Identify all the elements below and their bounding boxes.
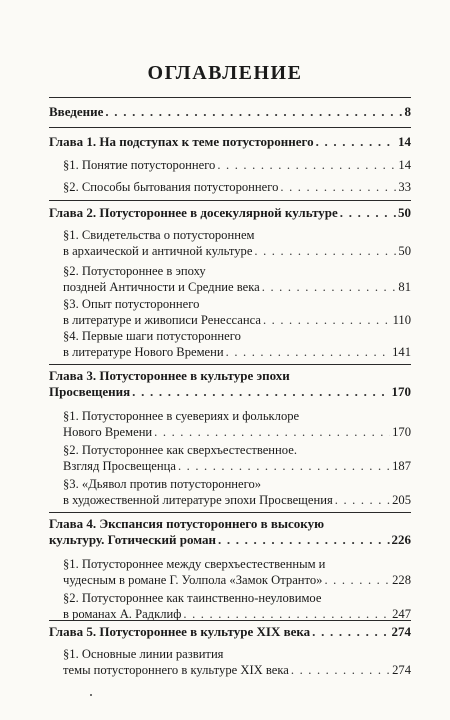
entry-page: 247 — [392, 607, 411, 621]
entry-label-line-1: Глава 3. Потустороннее в культуре эпохи — [49, 368, 290, 383]
entry-label-line-1: §1. Основные линии развития — [63, 647, 224, 661]
entry-label-line-2: в романах А. Радклиф — [63, 607, 182, 621]
entry-label: §2. Способы бытования потустороннего — [63, 180, 279, 194]
entry-page: 228 — [392, 573, 411, 587]
toc-entry-ch3-s3[interactable] — [63, 476, 411, 508]
entry-page: 14 — [398, 134, 411, 149]
entry-label-line-1: Глава 4. Экспансия потустороннего в высокую — [49, 516, 325, 531]
entry-label-line-2: Взгляд Просвещенца — [63, 459, 176, 473]
toc-entry-ch4-s1[interactable] — [63, 556, 411, 588]
toc-entry-ch2-s4[interactable] — [63, 328, 411, 360]
toc-entry-ch2-s1[interactable] — [63, 227, 411, 259]
toc-entry-intro[interactable] — [49, 104, 411, 120]
entry-label-line-2: чудесным в романе Г. Уолпола «Замок Отранто» — [63, 573, 323, 587]
entry-label-line-2: в литературе Нового Времени — [63, 345, 224, 359]
entry-label-line-1: §3. Опыт потустороннего — [63, 297, 200, 311]
entry-label-line-1: §4. Первые шаги потустороннего — [63, 329, 241, 343]
entry-page: 226 — [391, 532, 411, 547]
entry-label: §1. Понятие потустороннего — [63, 158, 216, 172]
toc-entry-chapter-4[interactable] — [49, 516, 411, 548]
entry-label-line-2: Нового Времени — [63, 425, 153, 439]
toc-entry-ch1-s1[interactable] — [63, 157, 411, 173]
toc-entry-chapter-2[interactable] — [49, 205, 411, 221]
entry-page: 50 — [398, 205, 411, 220]
entry-label-line-1: §1. Потустороннее в суевериях и фольклоре — [63, 409, 300, 423]
toc-entry-ch3-s2[interactable] — [63, 442, 411, 474]
entry-page: 110 — [392, 313, 411, 327]
entry-page: 81 — [398, 280, 411, 294]
entry-label-line-2: в литературе и живописи Ренессанса — [63, 313, 261, 327]
entry-label-line-2: темы потустороннего в культуре XIX века — [63, 663, 289, 677]
entry-label-line-2: в художественной литературе эпохи Просвещения — [63, 493, 333, 507]
entry-page: 187 — [392, 459, 411, 473]
toc-entry-ch1-s2[interactable] — [63, 179, 411, 195]
divider — [49, 97, 411, 98]
entry-page: 205 — [392, 493, 411, 507]
entry-page: 8 — [404, 104, 411, 119]
entry-label-line-1: §3. «Дьявол против потустороннего» — [63, 477, 262, 491]
toc-entry-ch3-s1[interactable] — [63, 408, 411, 440]
entry-label: Глава 5. Потустороннее в культуре XIX века — [49, 624, 311, 639]
divider — [49, 200, 411, 201]
entry-label-line-2: в архаической и античной культуре — [63, 244, 253, 258]
entry-page: 274 — [392, 663, 411, 677]
divider — [49, 512, 411, 513]
toc-entry-chapter-1[interactable] — [49, 134, 411, 150]
divider — [49, 127, 411, 128]
entry-label-line-1: §2. Потустороннее в эпоху — [63, 264, 206, 278]
print-speck — [90, 694, 92, 696]
entry-label: Глава 1. На подступах к теме потустороннего — [49, 134, 314, 149]
entry-page: 50 — [398, 244, 411, 258]
entry-page: 141 — [392, 345, 411, 359]
entry-page: 274 — [391, 624, 411, 639]
entry-label-line-1: §1. Свидетельства о потустороннем — [63, 228, 255, 242]
entry-label-line-2: Просвещения — [49, 384, 131, 399]
entry-label-line-1: §2. Потустороннее как сверхъестественное. — [63, 443, 297, 457]
toc-entry-chapter-5[interactable] — [49, 624, 411, 640]
entry-page: 33 — [398, 180, 411, 194]
entry-label: Глава 2. Потустороннее в досекулярной культуре — [49, 205, 338, 220]
divider — [49, 620, 411, 621]
entry-label-line-2: поздней Античности и Средние века — [63, 280, 260, 294]
entry-page: 170 — [391, 384, 411, 399]
entry-label-line-1: §2. Потустороннее как таинственно-неуловимое — [63, 591, 322, 605]
toc-entry-ch2-s2[interactable] — [63, 263, 411, 295]
toc-entry-ch5-s1[interactable] — [63, 646, 411, 678]
entry-page: 170 — [392, 425, 411, 439]
toc-entry-chapter-3[interactable] — [49, 368, 411, 400]
toc-entry-ch2-s3[interactable] — [63, 296, 411, 328]
entry-label: Введение — [49, 104, 104, 119]
toc-entry-ch4-s2[interactable] — [63, 590, 411, 622]
entry-label-line-2: культуру. Готический роман — [49, 532, 216, 547]
entry-label-line-1: §1. Потустороннее между сверхъестественным и — [63, 557, 326, 571]
page-title: ОГЛАВЛЕНИЕ — [147, 62, 303, 84]
divider — [49, 364, 411, 365]
entry-page: 14 — [398, 158, 411, 172]
